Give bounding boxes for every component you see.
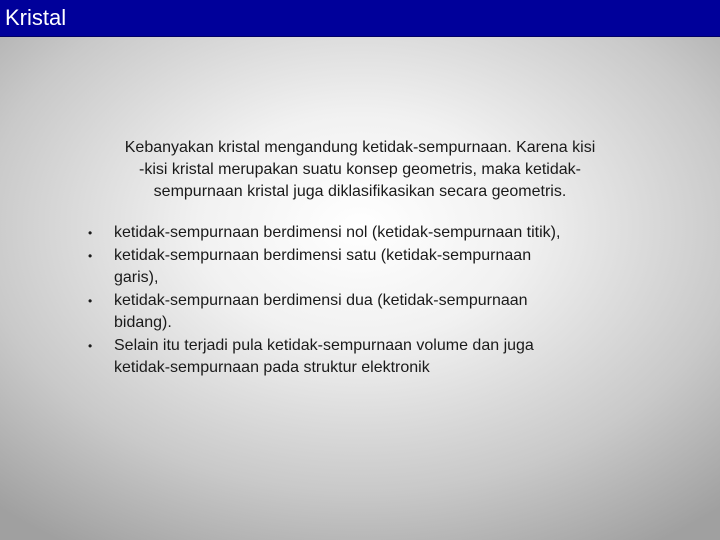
bullet-list <box>84 222 644 380</box>
bullet-text-line: ketidak-sempurnaan berdimensi nol (ketidak-sempurnaan titik), <box>114 224 561 241</box>
intro-line-3: sempurnaan kristal juga diklasifikasikan secara geometris. <box>153 183 567 200</box>
bullet-icon: • <box>88 226 93 240</box>
bullet-text-line: Selain itu terjadi pula ketidak-sempurnaan volume dan juga <box>114 336 534 354</box>
bullet-item-one-dimensional <box>84 245 644 290</box>
title-bar <box>0 0 720 37</box>
intro-paragraph <box>80 137 640 203</box>
intro-line-1: Kebanyakan kristal mengandung ketidak-sempurnaan. Karena kisi <box>124 139 596 156</box>
bullet-icon: • <box>88 248 93 263</box>
bullet-text-line: garis), <box>114 269 159 286</box>
bullet-item-zero-dimensional <box>84 222 644 245</box>
bullet-icon: • <box>88 293 93 308</box>
bullet-text-line: ketidak-sempurnaan pada struktur elektronik <box>114 359 430 376</box>
slide-title: Kristal <box>5 5 67 30</box>
bullet-text-line: ketidak-sempurnaan berdimensi dua (ketidak-sempurnaan <box>114 291 528 309</box>
bullet-item-volume-electronic <box>84 335 644 380</box>
bullet-text-line: bidang). <box>114 314 172 331</box>
intro-line-2: -kisi kristal merupakan suatu konsep geometris, maka ketidak- <box>139 161 581 178</box>
bullet-item-two-dimensional <box>84 290 644 335</box>
bullet-text-line: ketidak-sempurnaan berdimensi satu (ketidak-sempurnaan <box>114 246 532 264</box>
bullet-icon: • <box>88 338 93 353</box>
